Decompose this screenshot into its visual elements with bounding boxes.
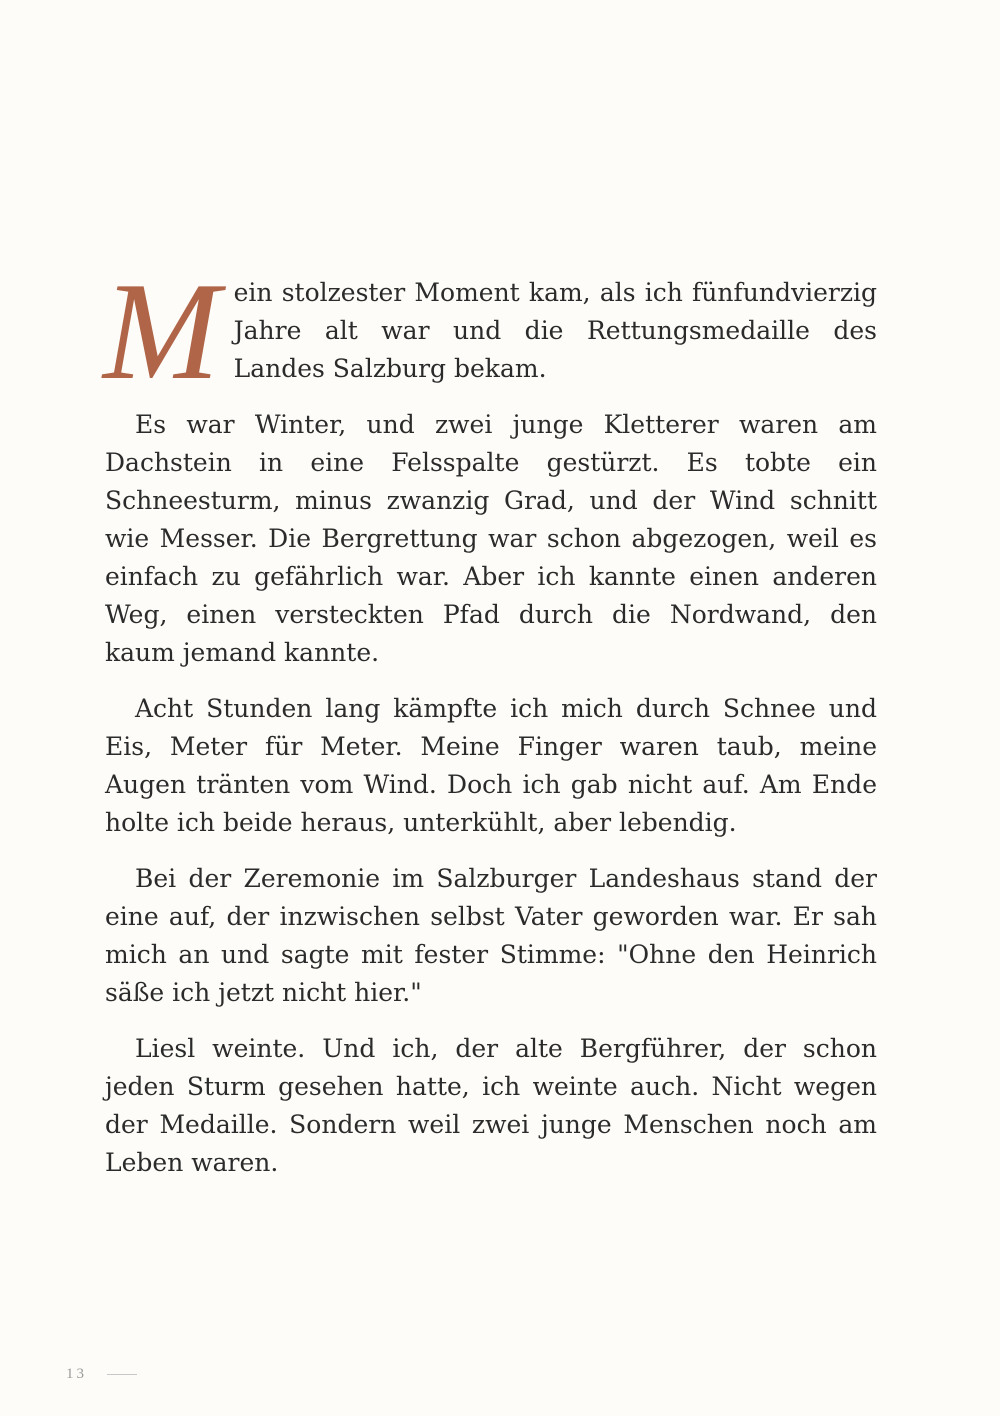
paragraph: Liesl weinte. Und ich, der alte Bergführer, der schon jeden Sturm gesehen hatte, ich weinte auch. Nicht wegen der Medaille. Sondern weil zwei junge Menschen noch am Leben waren. bbox=[105, 1034, 877, 1177]
paragraph: Es war Winter, und zwei junge Kletterer waren am Dachstein in eine Felsspalte gestürzt. Es tobte ein Schneesturm, minus zwanzig Grad, und der Wind schnitt wie Messer. Die Bergrettung war schon abgezogen, weil es einfach zu gefährlich war. Aber ich kannte einen anderen Weg, einen versteckten Pfad durch die Nordwand, den kaum jemand kannte. bbox=[105, 410, 877, 667]
drop-cap: M bbox=[103, 254, 220, 409]
page-number: 13 bbox=[66, 1366, 87, 1382]
page-footer bbox=[66, 1366, 137, 1383]
story-text bbox=[103, 254, 877, 1200]
footer-rule bbox=[107, 1374, 137, 1375]
opening-paragraph bbox=[103, 254, 877, 409]
paragraph: Bei der Zeremonie im Salzburger Landeshaus stand der eine auf, der inzwischen selbst Vater geworden war. Er sah mich an und sagte mit fester Stimme: "Ohne den Heinrich säße ich jetzt nicht hier." bbox=[105, 864, 877, 1007]
opening-paragraph-text: ein stolzester Moment kam, als ich fünfundvierzig Jahre alt war und die Rettungsmedaille des Landes Salzburg bekam. bbox=[233, 278, 877, 383]
paragraph: Acht Stunden lang kämpfte ich mich durch Schnee und Eis, Meter für Meter. Meine Finger waren taub, meine Augen tränten vom Wind. Doch ich gab nicht auf. Am Ende holte ich beide heraus, unterkühlt, aber lebendig. bbox=[105, 694, 877, 837]
